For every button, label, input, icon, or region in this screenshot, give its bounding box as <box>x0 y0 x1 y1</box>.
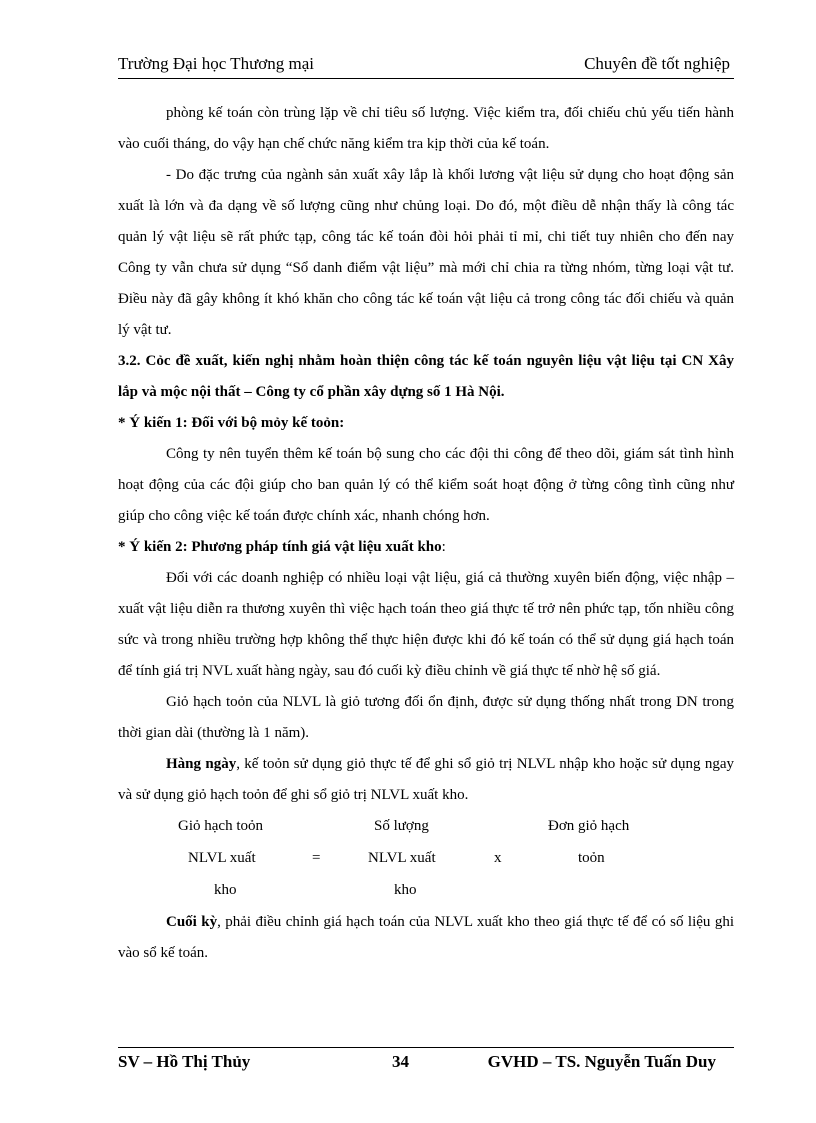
formula-mid-2: NLVL xuất <box>368 850 436 866</box>
paragraph-6-text: , kế toỏn sử dụng giỏ thực tế để ghi sổ giỏ trị NLVL nhập kho hoặc sử dụng ngay và sử dụng giỏ hạch toỏn để ghi sổ giỏ trị NLVL xuất kho. <box>118 756 734 803</box>
paragraph-5: Giỏ hạch toỏn của NLVL là giỏ tương đối ổn định, được sử dụng thống nhất trong DN trong thời gian dài (thường là 1 năm). <box>118 694 734 741</box>
paragraph-2: - Do đặc trưng của ngành sản xuất xây lắp là khối lương vật liệu sử dụng cho hoạt động sản xuất là lớn và đa dạng về số lượng cũng như chủng loại. Do đó, một điều dễ nhận thấy là công tác quản lý vật liệu sẽ rất phức tạp, công tác kế toán đòi hỏi phải tỉ mỉ, chi tiết tuy nhiên cho đến nay Công ty vẫn chưa sử dụng “Sổ danh điểm vật liệu” mà mới chỉ chia ra từng nhóm, từng loại vật tư. Điều này đã gây không ít khó khăn cho công tác kế toán vật liệu cả trong công tác đối chiếu và quản lý vật tư. <box>118 167 734 338</box>
opinion-2-colon: : <box>441 539 446 555</box>
formula-mid-3: kho <box>394 882 417 898</box>
formula-times: x <box>494 850 502 866</box>
footer-advisor: GVHD – TS. Nguyễn Tuấn Duy <box>487 1052 716 1071</box>
page-header <box>118 52 734 79</box>
paragraph-4: Đối với các doanh nghiệp có nhiều loại vật liệu, giá cả thường xuyên biến động, việc nhập – xuất vật liệu diễn ra thương xuyên thì việc hạch toán theo giá thực tế trở nên phức tạp, tốn nhiều công sức và trong nhiều trường hợp không thể thực hiện được khi đó kế toán có thể sử dụng giá hạch toán để tính giá trị NVL xuất hàng ngày, sau đó cuối kỳ điều chỉnh về giá thực tế nhờ hệ số giá. <box>118 570 734 679</box>
formula-equals: = <box>312 850 321 866</box>
header-university: Trường Đại học Thương mại <box>118 54 315 73</box>
header-doc-type: Chuyên đề tốt nghiệp <box>584 54 730 73</box>
formula-mid-1: Số lượng <box>374 818 429 834</box>
price-formula <box>118 811 734 907</box>
footer-student: SV – Hồ Thị Thủy <box>118 1052 251 1071</box>
formula-right-1: Đơn giỏ hạch <box>548 818 630 834</box>
formula-left-2: NLVL xuất <box>188 850 256 866</box>
opinion-2-title: * Ý kiến 2: Phương pháp tính giá vật liệu xuất kho <box>118 539 442 555</box>
page-footer <box>118 1047 734 1078</box>
paragraph-6-lead: Hàng ngày <box>166 756 237 772</box>
footer-page-number: 34 <box>392 1052 409 1071</box>
paragraph-1: phòng kế toán còn trùng lặp về chỉ tiêu số lượng. Việc kiểm tra, đối chiếu chủ yếu tiến hành vào cuối tháng, do vậy hạn chế chức năng kiểm tra kịp thời của kế toán. <box>118 105 734 152</box>
formula-left-3: kho <box>214 882 237 898</box>
paragraph-7-text: , phải điều chỉnh giá hạch toán của NLVL xuất kho theo giá thực tế để có số liệu ghi vào sổ kế toán. <box>118 914 734 961</box>
page-content <box>118 98 734 969</box>
paragraph-3: Công ty nên tuyển thêm kế toán bộ sung cho các đội thi công để theo dõi, giám sát tình hình hoạt động của các đội giúp cho ban quản lý có thể kiểm soát hoạt động ở từng công tình cũng như giúp cho công việc kế toán được chính xác, nhanh chóng hơn. <box>118 446 734 524</box>
section-heading-3-2: 3.2. Cỏc đề xuất, kiến nghị nhằm hoàn thiện công tác kế toán nguyên liệu vật liệu tại CN Xây lắp và mộc nội thất – Công ty cổ phần xây dựng số 1 Hà Nội. <box>118 353 734 400</box>
formula-right-2: toỏn <box>578 850 605 866</box>
formula-left-1: Giỏ hạch toỏn <box>178 818 263 834</box>
paragraph-6 <box>118 749 734 811</box>
opinion-1-title: * Ý kiến 1: Đối với bộ mỏy kế toỏn: <box>118 415 345 431</box>
opinion-2-line <box>118 532 734 563</box>
paragraph-7 <box>118 907 734 969</box>
paragraph-7-lead: Cuối kỳ <box>166 914 218 930</box>
